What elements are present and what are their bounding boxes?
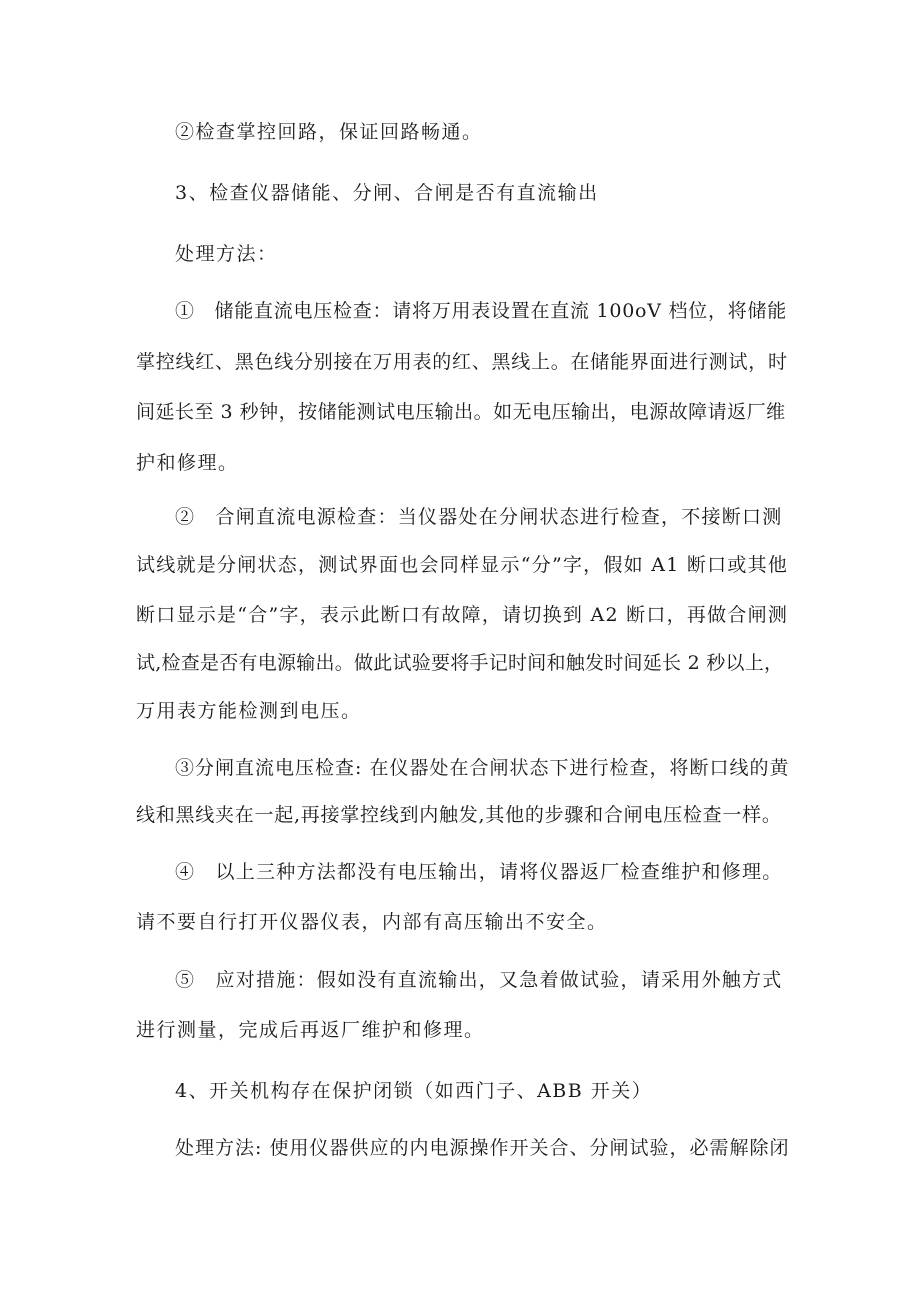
text-line: 线和黑线夹在一起,再接掌控线到内触发,其他的步骤和合闸电压检查一样。 <box>136 804 782 826</box>
text-line: 处理方法： <box>175 243 278 265</box>
text-line: 护和修理。 <box>136 452 239 474</box>
text-line: 掌控线红、黑色线分别接在万用表的红、黑线上。在储能界面进行测试，时 <box>136 351 788 373</box>
section-heading: 4、开关机构存在保护闭锁（如西门子、ABB 开关） <box>175 1080 653 1102</box>
section-heading: 3、检查仪器储能、分闸、合闸是否有直流输出 <box>175 182 599 204</box>
text-line: 断口显示是“合”字，表示此断口有故障，请切换到 A2 断口，再做合闸测 <box>136 604 789 626</box>
text-line: 万用表方能检测到电压。 <box>136 700 362 722</box>
text-line: 间延长至 3 秒钟，按储能测试电压输出。如无电压输出，电源故障请返厂维 <box>136 401 786 423</box>
text-line: 试,检查是否有电源输出。做此试验要将手记时间和触发时间延长 2 秒以上， <box>136 652 784 674</box>
text-line: 请不要自行打开仪器仪表，内部有高压输出不安全。 <box>136 911 608 933</box>
text-line: ③分闸直流电压检查: 在仪器处在合闸状态下进行检查，将断口线的黄 <box>175 757 790 779</box>
text-line: ⑤ 应对措施：假如没有直流输出，又急着做试验，请采用外触方式 <box>175 969 783 991</box>
text-line: ②检查掌控回路，保证回路畅通。 <box>175 121 483 143</box>
text-line: ① 储能直流电压检查：请将万用表设置在直流 100oV 档位，将储能 <box>175 300 788 322</box>
text-line: 处理方法: 使用仪器供应的内电源操作开关合、分闸试验，必需解除闭 <box>175 1137 790 1159</box>
text-line: 进行测量，完成后再返厂维护和修理。 <box>136 1019 485 1041</box>
text-line: ④ 以上三种方法都没有电压输出，请将仪器返厂检查维护和修理。 <box>175 861 783 883</box>
text-line: ② 合闸直流电源检查：当仪器处在分闸状态进行检查，不接断口测 <box>175 506 783 528</box>
text-line: 试线就是分闸状态，测试界面也会同样显示“分”字，假如 A1 断口或其他 <box>136 554 789 576</box>
